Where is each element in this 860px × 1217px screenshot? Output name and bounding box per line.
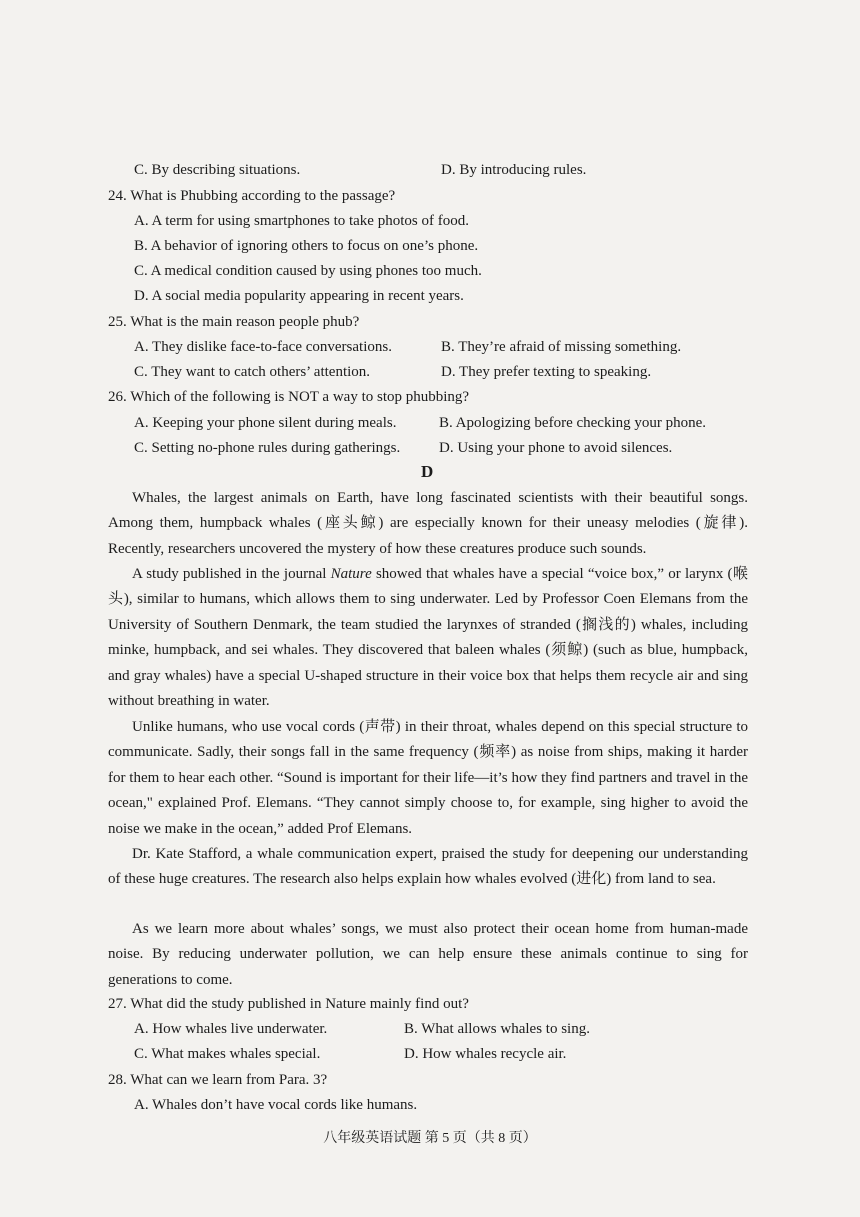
- passage-paragraph-1: Whales, the largest animals on Earth, have long fascinated scientists with their beautiful songs. Among them, humpback whales (座头鲸) are especially known for their uneasy melodies (旋律). Recently, researchers uncovered the mystery of how these creatures produce such sounds.: [108, 490, 748, 557]
- q25-option-a: A. They dislike face-to-face conversations.: [134, 339, 392, 355]
- q24-option-a: A. A term for using smartphones to take photos of food.: [134, 213, 469, 229]
- q28-option-a: A. Whales don’t have vocal cords like humans.: [134, 1097, 418, 1113]
- q26-option-c: C. Setting no-phone rules during gatherings.: [134, 440, 401, 456]
- section-heading-d: D: [421, 462, 434, 481]
- q24-option-b: B. A behavior of ignoring others to focus on one’s phone.: [134, 238, 479, 254]
- question-26: 26. Which of the following is NOT a way to stop phubbing?: [108, 389, 470, 405]
- passage-paragraph-5: As we learn more about whales’ songs, we must also protect their ocean home from human-made noise. By reducing underwater pollution, we can help ensure these animals continue to sing for generations to come.: [108, 921, 748, 988]
- passage-paragraph-2: [108, 562, 748, 714]
- q25-option-c: C. They want to catch others’ attention.: [134, 364, 371, 380]
- q25-option-b: B. They’re afraid of missing something.: [441, 339, 682, 355]
- q26-option-d: D. Using your phone to avoid silences.: [439, 440, 673, 456]
- question-25: 25. What is the main reason people phub?: [108, 314, 360, 330]
- paragraph-2-rest: showed that whales have a special “voice box,” or larynx (喉头), similar to humans, which allows them to sing underwater. Led by Professor Coen Elemans from the University of Southern Denmark, the team studied the larynxes of stranded (搁浅的) whales, including minke, humpback, and sei whales. They discovered that baleen whales (须鲸) (such as blue, humpback, and gray whales) have a special U-shaped structure in their voice box that helps them recycle air and sing without breathing in water.: [108, 566, 748, 710]
- q27-option-c: C. What makes whales special.: [134, 1046, 321, 1062]
- q26-option-b: B. Apologizing before checking your phone.: [439, 415, 707, 431]
- page-footer: 八年级英语试题 第 5 页（共 8 页）: [323, 1131, 537, 1146]
- q24-option-d: D. A social media popularity appearing in recent years.: [134, 288, 464, 304]
- question-27: 27. What did the study published in Nature mainly find out?: [108, 996, 469, 1012]
- paragraph-2-start: A study published in the journal: [132, 566, 331, 582]
- q27-option-b: B. What allows whales to sing.: [404, 1021, 590, 1037]
- q24-option-c: C. A medical condition caused by using phones too much.: [134, 263, 482, 279]
- passage-paragraph-3: Unlike humans, who use vocal cords (声带) in their throat, whales depend on this special structure to communicate. Sadly, their songs fall in the same frequency (频率) as noise from ships, making it harder for them to hear each other. “Sound is important for their life—it’s how they find partners and travel in the ocean," explained Prof. Elemans. “They cannot simply choose to, for example, sing higher to avoid the noise we make in the ocean,” added Prof Elemans.: [108, 719, 748, 837]
- q26-option-a: A. Keeping your phone silent during meals.: [134, 415, 397, 431]
- q23-option-c: C. By describing situations.: [134, 162, 301, 178]
- q25-option-d: D. They prefer texting to speaking.: [441, 364, 652, 380]
- question-28: 28. What can we learn from Para. 3?: [108, 1072, 328, 1088]
- passage-paragraph-4: Dr. Kate Stafford, a whale communication expert, praised the study for deepening our understanding of these huge creatures. The research also helps explain how whales evolved (进化) from land to sea.: [108, 846, 748, 888]
- q27-option-a: A. How whales live underwater.: [134, 1021, 328, 1037]
- journal-name: Nature: [330, 566, 372, 582]
- question-24: 24. What is Phubbing according to the passage?: [108, 188, 396, 204]
- q27-option-d: D. How whales recycle air.: [404, 1046, 567, 1062]
- q23-option-d: D. By introducing rules.: [441, 162, 587, 178]
